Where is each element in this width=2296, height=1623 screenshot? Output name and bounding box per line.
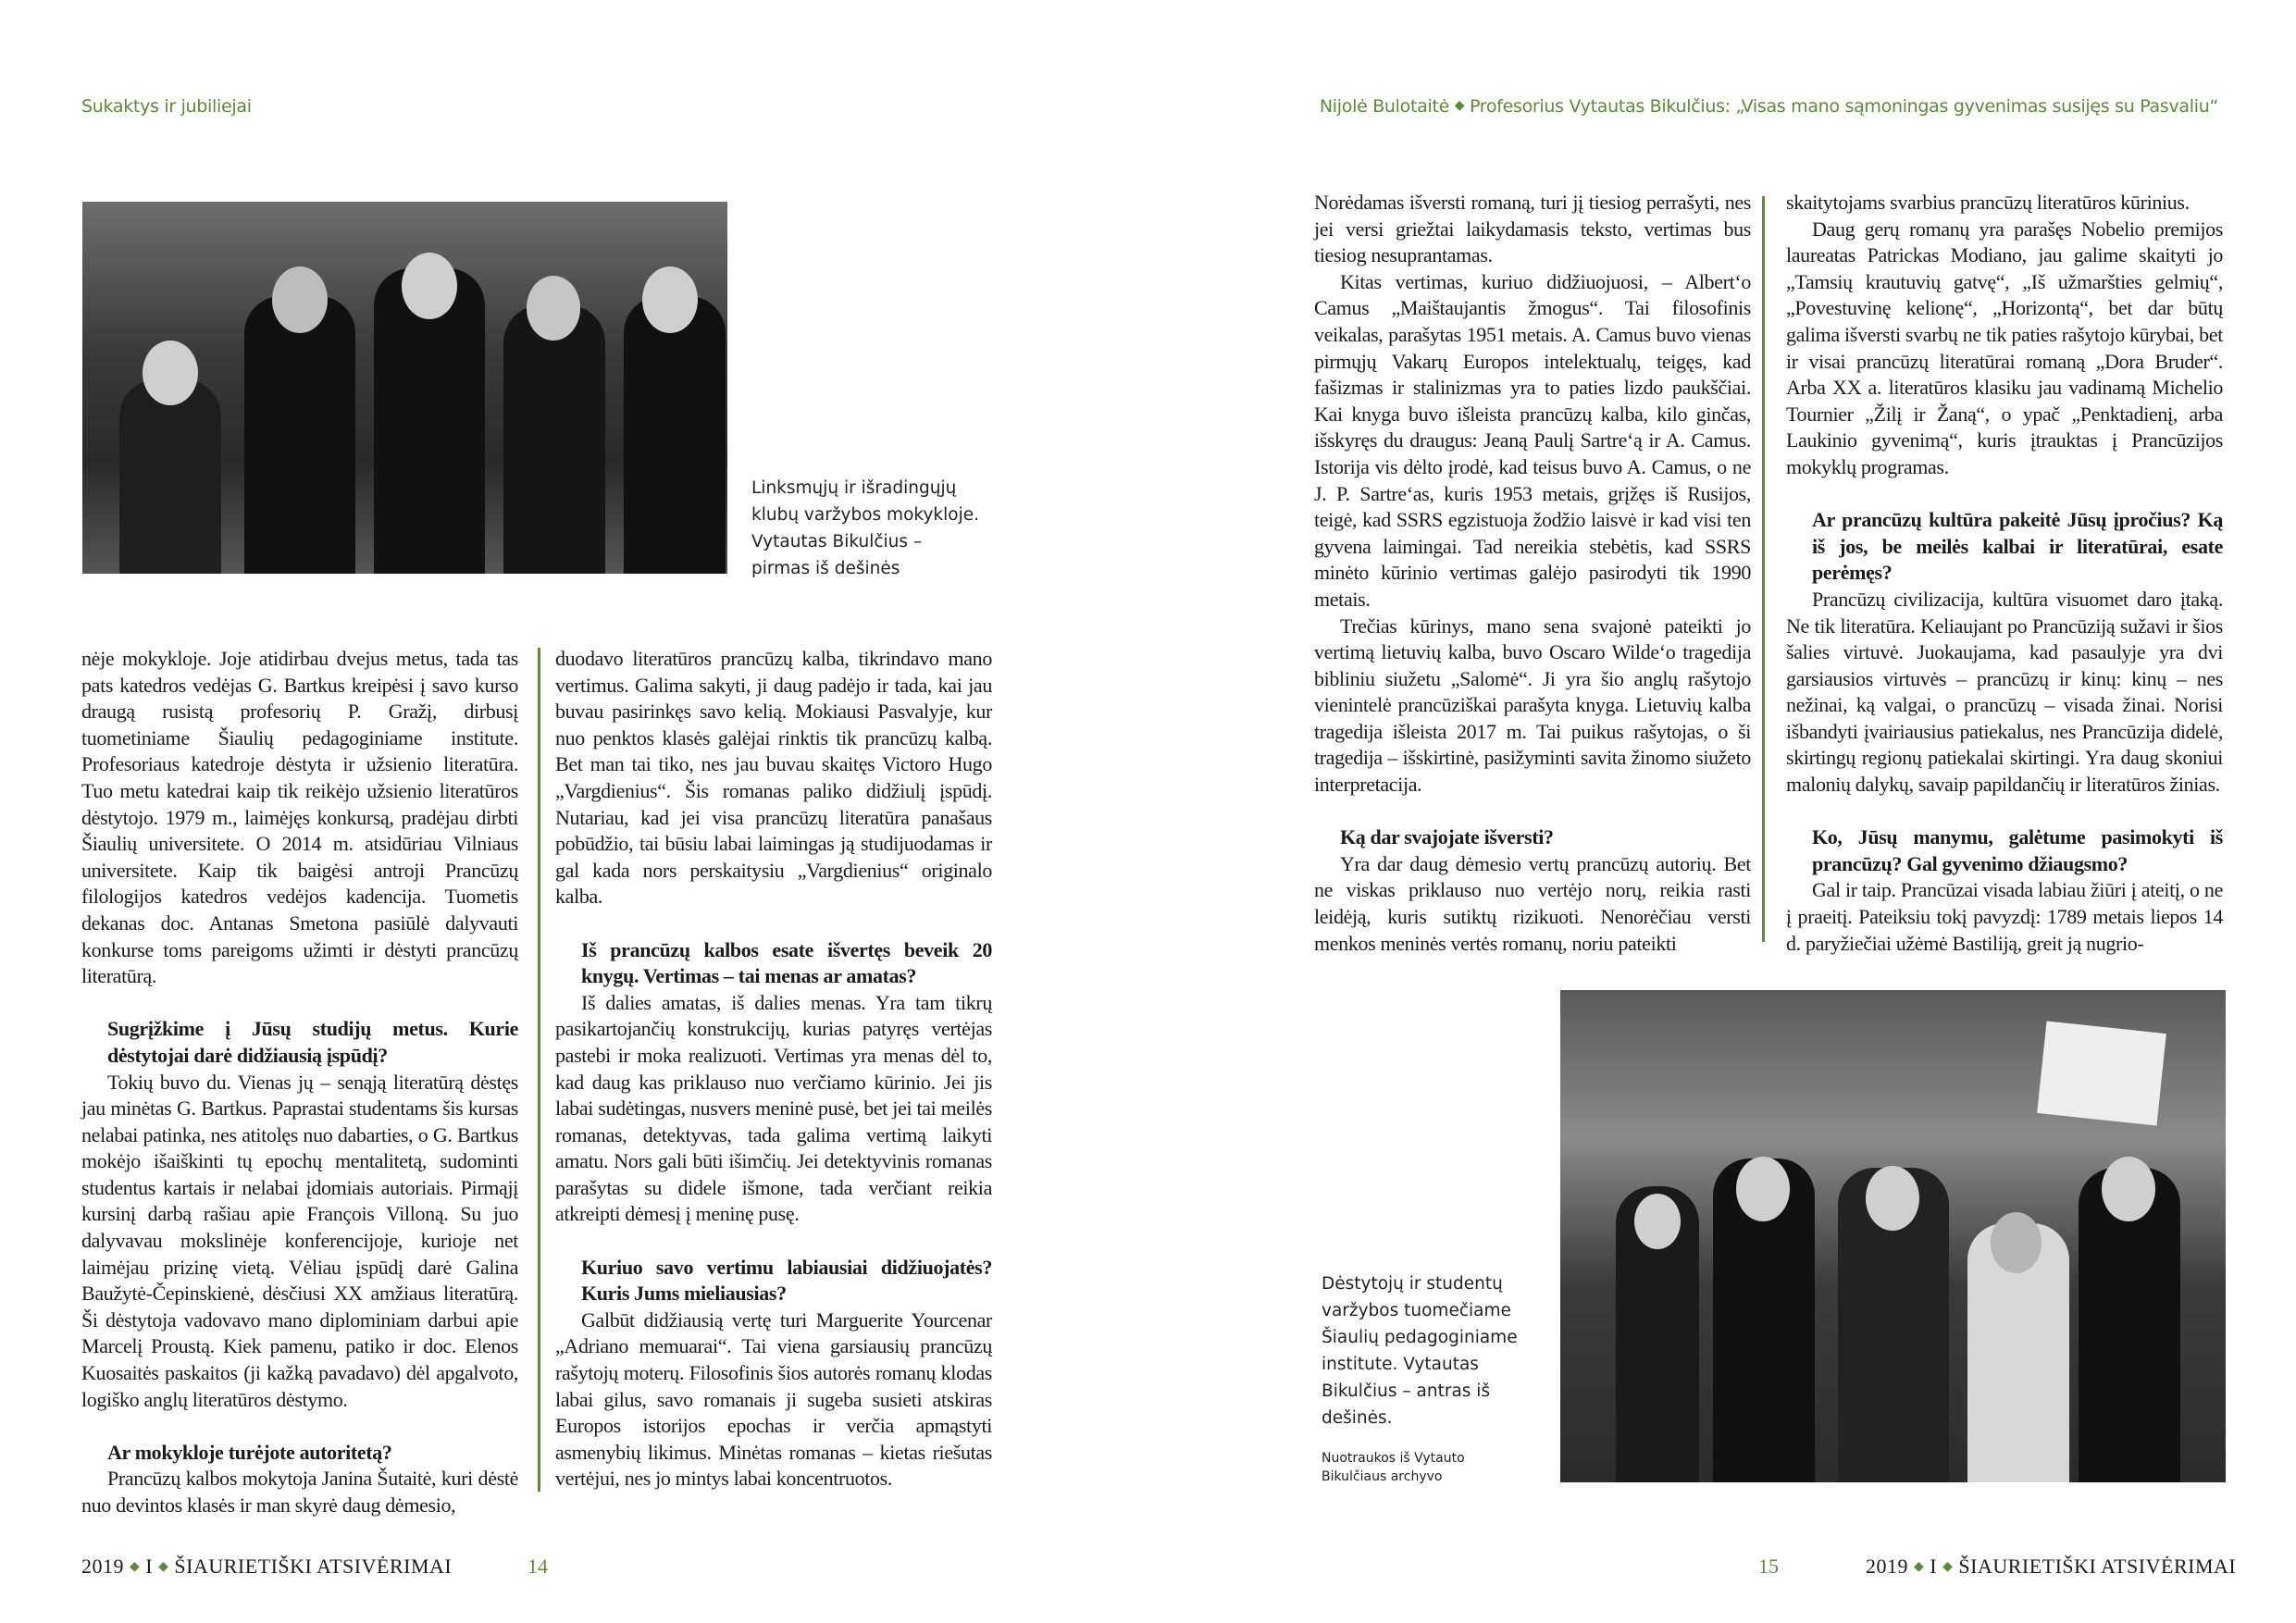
- paragraph: duodavo literatūros prancūzų kalba, tikrindavo mano vertimus. Galima sakyti, ji daug padėjo ir tada, kai jau buvau pasirinkęs savo kelią. Mokiausi Pasvalyje, kur nuo penktos klasės galėjai rinktis tik prancūzų kalbą. Bet man tai tiko, nes jau buvau skaitęs Victoro Hugo „Vargdienius“. Šis romanas paliko didžiulį įspūdį. Nutariau, kad jei visa prancūzų literatūra panašaus pobūdžio, tai būsiu labai laimingas ją studijuodamas ir gal kada nors perskaitysiu „Vargdienius“ originalo kalba.: [555, 647, 992, 909]
- paragraph: Gal ir taip. Prancūzai visada labiau žiūri į ateitį, o ne į praeitį. Pateiksiu tokį pavyzdį: 1789 metais liepos 14 d. paryžiečiai užėmė Bastiliją, greit ją nugrio-: [1786, 878, 2223, 955]
- interview-question: Ką dar svajojate išversti?: [1340, 825, 1554, 849]
- footer-issue: I: [145, 1555, 154, 1578]
- paragraph: Galbūt didžiausią vertę turi Marguerite Yourcenar „Adriano memuarai“. Tai viena garsiausių prancūzų rašytojų moterų. Filosofinis šios autorės romanų klodas labai gilus, savo romanais ji sugeba susieti atskiras Europos istorijos epochas ir verčia apmąstyti asmenybių likimus. Minėtas romanas – kietas riešutas vertėjui, nes jo mintys labai koncentruotos.: [555, 1307, 992, 1491]
- footer-magazine: ŠIAURIETIŠKI ATSIVĖRIMAI: [1958, 1555, 2237, 1578]
- page-number-right: 15: [1758, 1555, 1779, 1578]
- paragraph: skaitytojams svarbius prancūzų literatūros kūrinius.: [1786, 191, 2190, 214]
- section-header: Sukaktys ir jubiliejai: [81, 96, 252, 117]
- diamond-icon: ◆: [1454, 98, 1465, 113]
- right-page-column-1: [1314, 190, 1751, 957]
- paragraph: Norėdamas išversti romaną, turi jį tiesiog perrašyti, nes jei versi griežtai laikydamasis teksto, vertimas bus tiesiog nesuprantamas.: [1314, 191, 1751, 267]
- right-page-column-2: [1786, 190, 2223, 957]
- article-header: [1320, 96, 2218, 117]
- paragraph: Prancūzų kalbos mokytoja Janina Šutaitė, kuri dėstė nuo devintos klasės ir man skyrė daug dėmesio,: [81, 1467, 518, 1517]
- column-divider: [538, 648, 540, 1492]
- page-number-left: 14: [527, 1555, 548, 1578]
- left-page-column-1: [81, 646, 518, 1519]
- left-photo-caption: [751, 475, 979, 582]
- caption-line: Šiaulių pedagoginiame: [1322, 1328, 1518, 1347]
- paragraph: Iš dalies amatas, iš dalies menas. Yra tam tikrų pasikartojančių konstrukcijų, kurias patyręs vertėjas pastebi ir moka realizuoti. Vertimas yra menas dėl to, kad daug kas priklauso nuo verčiamo kūrinio. Jei jis labai sudėtingas, nusvers meninė pusė, bet jei tai meilės romanas, detektyvas, tada galima vertimą laikyti amatu. Nors gali būti išimčių. Jei detektyvinis romanas parašytas su didele išmone, tada verčiant reikia atkreipti dėmesį į meninę pusę.: [555, 990, 992, 1226]
- paragraph: nėje mokykloje. Joje atidirbau dvejus metus, tada tas pats katedros vedėjas G. Bartkus kreipėsi į savo kurso draugą rusistą profesorių P. Gražį, dirbusį tuometiniame Šiaulių pedagoginiame institute. Profesoriaus katedroje dėstyta ir užsienio literatūra. Tuo metu katedrai kaip tik reikėjo užsienio literatūros dėstytojo. 1979 m., laimėjęs konkursą, pradėjau dirbti Šiaulių universitete. O 2014 m. atsidūriau Vilniaus universitete. Kaip tik baigėsi antroji Prancūzų filologijos katedros vedėjos kadencija. Tuometis dekanas doc. Antanas Smetona pasiūlė dalyvauti konkurse toms pareigoms užimti ir dėstyti prancūzų literatūrą.: [81, 647, 518, 988]
- caption-line: Vytautas Bikulčius –: [751, 532, 923, 551]
- interview-question: Kuriuo savo vertimu labiausiai didžiuojatės? Kuris Jums mieliausias?: [581, 1255, 992, 1306]
- caption-line: klubų varžybos mokykloje.: [751, 505, 979, 525]
- column-divider: [1762, 196, 1765, 942]
- right-footer: [1866, 1555, 2236, 1579]
- left-footer: [81, 1555, 452, 1579]
- caption-line: institute. Vytautas: [1322, 1355, 1479, 1374]
- caption-line: dešinės.: [1322, 1408, 1393, 1428]
- photo-institute-contest: [1560, 990, 2226, 1482]
- interview-question: Ar prancūzų kultūra pakeitė Jūsų įpročius? Ką iš jos, be meilės kalbai ir literatūrai, esate perėmęs?: [1812, 508, 2223, 585]
- article-author: Nijolė Bulotaitė: [1319, 96, 1449, 117]
- paragraph: Kitas vertimas, kuriuo didžiuojuosi, – Albert‘o Camus „Maištaujantis žmogus“. Tai filosofinis veikalas, parašytas 1951 metais. A. Camus buvo vienas pirmųjų Vakarų Europos intelektualų, teigęs, kad fašizmas ir stalinizmas yra to paties lizdo paukščiai. Kai knyga buvo išleista prancūzų kalba, kilo ginčas, išskyręs du draugus: Jeaną Paulį Sartre‘ą ir A. Camus. Istorija vis dėlto įrodė, kad teisus buvo A. Camus, o ne J. P. Sartre‘as, kuris 1953 metais, grįžęs iš Rusijos, teigė, kad SSRS egzistuoja žodžio laisvė ir kad visi ten gyvena laimingai. Tad nereikia stebėtis, kad SSRS minėto kūrinio vertimas galėjo pasirodyti tik 1990 metais.: [1314, 269, 1751, 611]
- caption-line: Linksmųjų ir išradingųjų: [751, 478, 957, 498]
- caption-line: Dėstytojų ir studentų: [1322, 1274, 1503, 1294]
- paragraph: Yra dar daug dėmesio vertų prancūzų autorių. Bet ne viskas priklauso nuo vertėjo norų, reikia rasti leidėją, kuris sutiktų rizikuoti. Nenorėčiau versti menkos meninės vertės romanų, noriu pateikti: [1314, 851, 1751, 955]
- paragraph: Daug gerų romanų yra parašęs Nobelio premijos laureatas Patrickas Modiano, jau galime skaityti jo „Tamsių krautuvių gatvę“, „Iš užmaršties gelmių“, „Povestuvinę kelionę“, „Horizontą“, bet dar būtų galima išversti svarbų ne tik paties rašytojo kūrybai, bet ir visai prancūzų literatūrai romaną „Dora Bruder“. Arba XX a. literatūros klasiku jau vadinamą Michelio Tournier „Žilį ir Žaną“, o ypač „Penktadienį, arba Laukinio gyvenimą“, kuris įtrauktas į Prancūzijos mokyklų programas.: [1786, 217, 2223, 478]
- credit-line: Bikulčiaus archyvo: [1322, 1469, 1443, 1484]
- photo-school-club-contest: [82, 202, 727, 574]
- interview-question: Sugrįžkime į Jūsų studijų metus. Kurie dėstytojai darė didžiausią įspūdį?: [107, 1017, 518, 1067]
- footer-issue: I: [1930, 1555, 1938, 1578]
- caption-line: pirmas iš dešinės: [751, 559, 900, 578]
- credit-line: Nuotraukos iš Vytauto: [1322, 1451, 1465, 1466]
- caption-line: varžybos tuomečiame: [1322, 1301, 1511, 1320]
- right-photo-caption: [1322, 1270, 1518, 1431]
- interview-question: Iš prancūzų kalbos esate išvertęs beveik 20 knygų. Vertimas – tai menas ar amatas?: [581, 937, 992, 988]
- paragraph: Tokių buvo du. Vienas jų – senąją literatūrą dėstęs jau minėtas G. Bartkus. Paprastai studentams šis kursas nelabai patinka, nes atitolęs nuo dabarties, o G. Bartkus mokėjo išaiškinti tų epochų mentalitetą, sudominti studentus kartais ir nelabai įdomiais autoriais. Pirmąjį kursinį darbą rašiau apie François Villoną. Su juo dalyvavau mokslinėje konferencijoje, kurioje net laimėjau prizinę vietą. Vėliau įspūdį darė Galina Baužytė-Čepinskienė, dėsčiusi XX amžiaus literatūrą. Ši dėstytoja vadovavo mano diplominiam darbui apie Marcelį Proustą. Kiek pamenu, patiko ir doc. Elenos Kuosaitės paskaitos (ji kažką pavadavo) dėl apgalvoto, logiško anglų literatūros dėstymo.: [81, 1070, 518, 1411]
- footer-year: 2019: [81, 1555, 124, 1578]
- paragraph: Trečias kūrinys, mano sena svajonė pateikti jo vertimą lietuvių kalba, buvo Oscaro Wilde‘o tragedija bibliniu siužetu „Salomė“. Ji yra šio anglų rašytojo vienintelė prancūziškai parašyta knyga. Lietuvių kalba tragedija išleista 2017 m. Tai puikus rašytojas, o ši tragedija – išskirtinė, pasižyminti savita žinomo siužeto interpretacija.: [1314, 613, 1751, 797]
- left-page-column-2: [555, 646, 992, 1493]
- diamond-icon: ◆: [1942, 1560, 1954, 1574]
- footer-magazine: ŠIAURIETIŠKI ATSIVĖRIMAI: [174, 1555, 453, 1578]
- diamond-icon: ◆: [130, 1560, 141, 1574]
- footer-year: 2019: [1866, 1555, 1908, 1578]
- diamond-icon: ◆: [1914, 1560, 1925, 1574]
- interview-question: Ko, Jūsų manymu, galėtume pasimokyti iš prancūzų? Gal gyvenimo džiaugsmo?: [1812, 825, 2223, 875]
- paragraph: Prancūzų civilizacija, kultūra visuomet daro įtaką. Ne tik literatūra. Keliaujant po Prancūziją sužavi ir šios šalies virtuvė. Juokaujama, kad pasaulyje yra dvi garsiausios virtuvės – prancūzų ir kinų: kinų – nes nežinai, ką valgai, o prancūzų – visada žinai. Norisi išbandyti įvairiausius patiekalus, nes Prancūzija didelė, skirtingų regionų patiekalai skirtingi. Yra daug skoniui malonių dalykų, savaip papildančių ir literatūros žinias.: [1786, 587, 2223, 797]
- diamond-icon: ◆: [158, 1560, 169, 1574]
- photo-credit: [1322, 1449, 1465, 1486]
- interview-question: Ar mokykloje turėjote autoritetą?: [107, 1440, 392, 1464]
- article-title: Profesorius Vytautas Bikulčius: „Visas mano sąmoningas gyvenimas susijęs su Pasvaliu“: [1469, 96, 2218, 117]
- caption-line: Bikulčius – antras iš: [1322, 1381, 1491, 1401]
